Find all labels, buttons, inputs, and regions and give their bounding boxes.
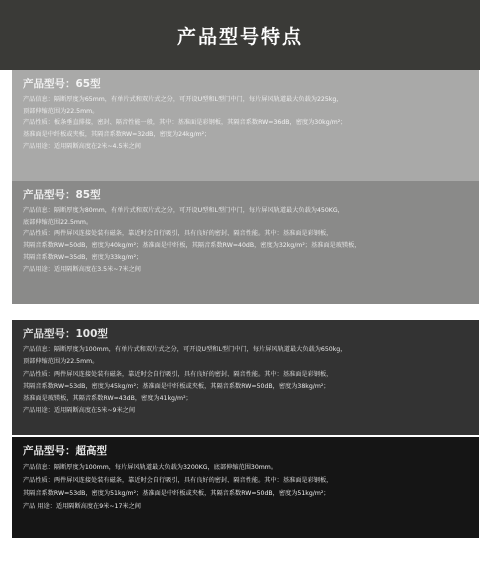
section-line: 顶部伸缩范围为22.5mm。 bbox=[23, 107, 99, 115]
section-line: 产品用途：适用隔断高度在3.5米~7米之间 bbox=[23, 265, 141, 273]
section-line: 底部伸缩范围22.5mm。 bbox=[23, 218, 93, 226]
section-line: 产品信息：隔断厚度为65mm，有单片式和双片式之分，可开设U型和L型门中门，每片屏风轨道最大负载为225kg， bbox=[23, 96, 343, 103]
section-line: 产品性质：两件屏风连接处装有磁条，靠近时会自行吸引，具有良好的密封、隔音性能。其中：基准面是彩钢板， bbox=[23, 230, 333, 238]
section-model-65 bbox=[12, 70, 479, 181]
section-line: 产品信息：隔断厚度为100mm，每片屏风轨道最大负载为3200KG，底部伸缩范围30mm。 bbox=[23, 464, 278, 471]
header-banner bbox=[0, 0, 480, 70]
section-model-85 bbox=[12, 181, 479, 304]
section-line: 产品 用途：适用隔断高度在9米~17米之间 bbox=[23, 503, 141, 510]
section-line: 顶部伸缩范围为22.5mm。 bbox=[23, 358, 99, 366]
section-line: 其隔音系数RW=53dB，密度为51kg/m²；基准面是中纤板或夹板，其隔音系数RW=50dB，密度为51kg/m²； bbox=[23, 490, 330, 497]
section-model-100 bbox=[12, 320, 479, 435]
section-line: 基准面是玻镁板，其隔音系数RW=43dB，密度为41kg/m²； bbox=[23, 395, 192, 403]
section-line: 产品性质：两件屏风连接处装有磁条，靠近时会自行吸引，具有良好的密封、隔音性能。其中：基准面是彩钢板， bbox=[23, 370, 333, 378]
section-line: 产品性质：两件屏风连接处装有磁条，靠近时会自行吸引，具有良好的密封、隔音性能。其中：基准面是彩钢板， bbox=[23, 477, 333, 484]
section-line: 其隔音系数RW=50dB，密度为40kg/m²；基准面是中纤板，其隔音系数RW=40dB，密度为32kg/m²；基准面是玻镁板， bbox=[23, 242, 361, 250]
section-line: 基准面是中纤板或夹板，其隔音系数RW=32dB，密度为24kg/m²； bbox=[23, 131, 211, 139]
section-title: 产品型号：65型 bbox=[23, 78, 101, 90]
section-line: 产品用途：适用隔断高度在5米~9米之间 bbox=[23, 407, 136, 415]
section-line: 产品用途：适用隔断高度在2米~4.5米之间 bbox=[23, 142, 141, 150]
section-line: 其隔音系数RW=53dB，密度为45kg/m²；基准面是中纤板或夹板，其隔音系数RW=50dB，密度为38kg/m²； bbox=[23, 382, 330, 390]
section-line: 其隔音系数RW=35dB，密度为33kg/m²； bbox=[23, 253, 143, 261]
section-title: 产品型号：超高型 bbox=[23, 445, 107, 457]
section-line: 产品信息：隔断厚度为80mm，有单片式和双片式之分，可开设U型和L型门中门，每片屏风轨道最大负载为450KG， bbox=[23, 207, 344, 214]
section-line: 产品性质：板条垂直排接，密封、隔音性能一般，其中：基准面是彩钢板，其隔音系数RW=36dB，密度为30kg/m²； bbox=[23, 119, 347, 127]
section-line: 产品信息：隔断厚度为100mm，有单片式和双片式之分，可开设U型和L型门中门，每片屏风轨道最大负载为650kg， bbox=[23, 346, 347, 353]
section-model-super-high bbox=[12, 437, 479, 538]
section-title: 产品型号：100型 bbox=[23, 328, 108, 340]
page-title: 产品型号特点 bbox=[176, 25, 303, 48]
section-title: 产品型号：85型 bbox=[23, 189, 101, 201]
